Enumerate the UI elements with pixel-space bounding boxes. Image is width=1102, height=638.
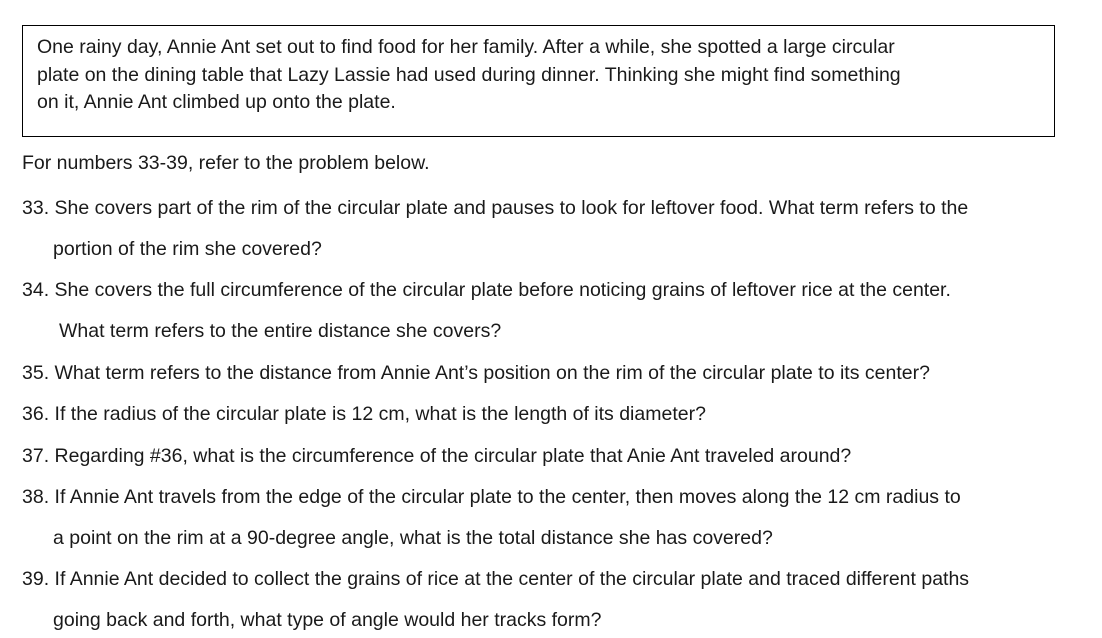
question-39-line-1: 39. If Annie Ant decided to collect the grains of rice at the center of the circular plate and traced different paths [22, 568, 970, 590]
question-38-line-2: a point on the rim at a 90-degree angle, what is the total distance she has covered? [53, 527, 773, 549]
question-33-line-1: 33. She covers part of the rim of the circular plate and pauses to look for leftover food. What term refers to the [22, 197, 969, 219]
question-38-line-1: 38. If Annie Ant travels from the edge of the circular plate to the center, then moves along the 12 cm radius to [22, 486, 961, 508]
question-37-line-1: 37. Regarding #36, what is the circumference of the circular plate that Anie Ant traveled around? [22, 445, 852, 467]
story-box [22, 25, 1055, 137]
question-34-line-2: What term refers to the entire distance she covers? [59, 320, 502, 342]
problem-intro: For numbers 33-39, refer to the problem below. [22, 152, 430, 174]
story-line: One rainy day, Annie Ant set out to find food for her family. After a while, she spotted a large circular [37, 36, 895, 58]
question-36-line-1: 36. If the radius of the circular plate is 12 cm, what is the length of its diameter? [22, 403, 706, 425]
question-33-line-2: portion of the rim she covered? [53, 238, 322, 260]
question-39-line-2: going back and forth, what type of angle would her tracks form? [53, 609, 602, 631]
story-line: on it, Annie Ant climbed up onto the plate. [37, 91, 396, 113]
story-line: plate on the dining table that Lazy Lassie had used during dinner. Thinking she might find something [37, 63, 901, 86]
question-35-line-1: 35. What term refers to the distance from Annie Ant’s position on the rim of the circular plate to its center? [22, 362, 930, 384]
question-34-line-1: 34. She covers the full circumference of the circular plate before noticing grains of leftover rice at the center. [22, 279, 951, 301]
